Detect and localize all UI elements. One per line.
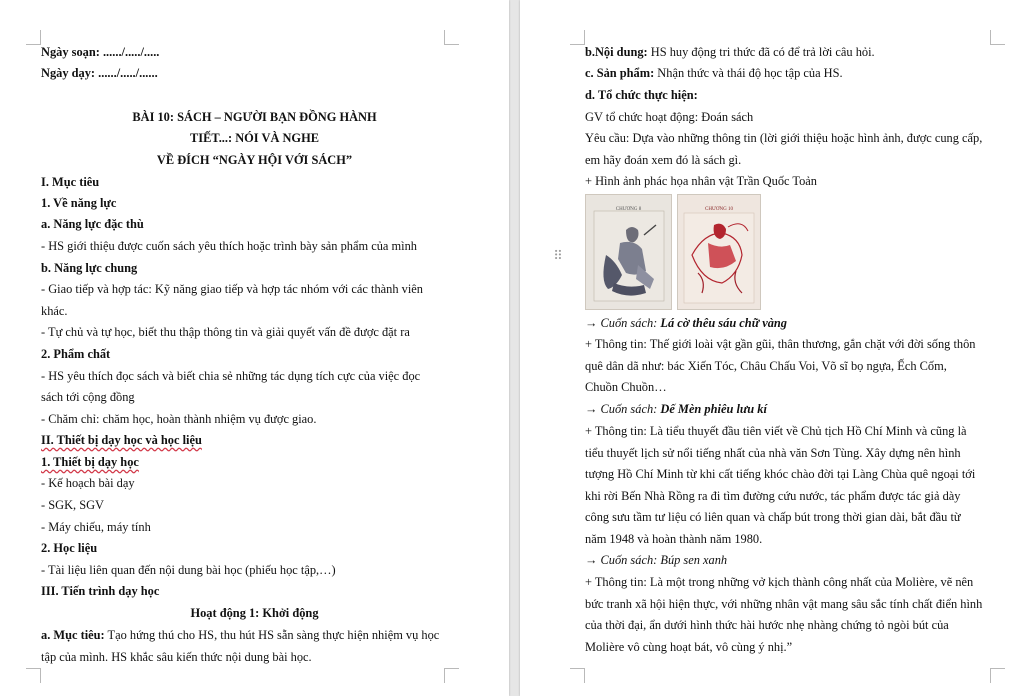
body-text: khi rời Bến Nhà Rồng ra đi tìm đường cứu nước, tác phẩm được tác giả dày xyxy=(585,489,961,503)
subsection-heading: a. Năng lực đặc thù xyxy=(41,217,144,231)
body-text: của thời đại, ẩn dưới hình thức hài hước nhẹ nhàng chứng tỏ ngòi bút của xyxy=(585,618,949,632)
date-taught: Ngày dạy: ....../...../...... xyxy=(41,66,158,80)
section-heading: I. Mục tiêu xyxy=(41,175,100,189)
book-prefix: → Cuốn sách: xyxy=(585,316,661,330)
image-caption: CHƯƠNG 8 xyxy=(615,207,642,212)
book-title: Lá cờ thêu sáu chữ vàng xyxy=(660,316,788,330)
book-guess-line xyxy=(585,316,787,331)
section-heading: II. Thiết bị dạy học và học liệu xyxy=(41,433,202,447)
content-text: HS huy động tri thức đã có để trả lời câu hỏi. xyxy=(647,45,875,59)
page-corner-mark xyxy=(26,668,41,683)
book-prefix: → Cuốn sách: xyxy=(585,553,661,567)
book-title: Búp sen xanh xyxy=(660,553,728,567)
body-text: bức tranh xã hội hiện thực, với những nhân vật mang sâu sắc tính chất điển hình xyxy=(585,597,983,611)
body-text: + Hình ảnh phác họa nhân vật Trần Quốc Toản xyxy=(585,174,817,188)
body-text: - Máy chiếu, máy tính xyxy=(41,520,151,534)
sketch-illustration-icon xyxy=(678,195,760,309)
subsection-heading: 2. Học liệu xyxy=(41,541,98,555)
body-text: công sưu tầm tư liệu có liên quan và chấp bút trong thời gian dài, bắt đầu từ xyxy=(585,510,961,524)
body-text: + Thông tin: Thế giới loài vật gần gũi, thân thương, gắn chặt với đời sống thôn xyxy=(585,337,976,351)
subsection-heading: 1. Về năng lực xyxy=(41,196,117,210)
body-text: - Chăm chỉ: chăm học, hoàn thành nhiệm vụ được giao. xyxy=(41,412,317,426)
body-text: sách tới cộng đồng xyxy=(41,390,135,404)
drag-handle-icon[interactable]: ⠿ xyxy=(553,248,563,263)
body-text: Yêu cầu: Dựa vào những thông tin (lời giới thiệu hoặc hình ảnh, được cung cấp, xyxy=(585,131,983,145)
body-text: quê dân dã như: bác Xiến Tóc, Châu Chấu Voi, Võ sĩ bọ ngựa, Ếch Cốm, xyxy=(585,359,947,373)
body-text: - Tài liệu liên quan đến nội dung bài học (phiếu học tập,…) xyxy=(41,563,336,577)
body-text: + Thông tin: Là tiểu thuyết đầu tiên viết về Chủ tịch Hồ Chí Minh và cũng là xyxy=(585,424,967,438)
body-text: em hãy đoán xem đó là sách gì. xyxy=(585,153,742,167)
date-prepared: Ngày soạn: ....../...../..... xyxy=(41,45,160,59)
sketch-illustration-icon xyxy=(586,195,671,309)
section-heading: III. Tiến trình dạy học xyxy=(41,584,160,598)
lesson-period: TIẾT...: NÓI VÀ NGHE xyxy=(190,131,319,145)
body-text: Molière vô cùng hoạt bát, vô cùng ý nhị.” xyxy=(585,640,793,654)
activity-heading: Hoạt động 1: Khởi động xyxy=(190,606,319,620)
body-text: tượng Hồ Chí Minh từ khi cất tiếng khóc chào đời tại Làng Chùa quê ngoại tới xyxy=(585,467,976,481)
body-text: - Tự chủ và tự học, biết thu thập thông tin và giải quyết vấn đề được đặt ra xyxy=(41,325,410,339)
book-guess-line xyxy=(585,553,727,568)
image-caption: CHƯƠNG 10 xyxy=(705,207,733,212)
subsection-heading: 2. Phẩm chất xyxy=(41,347,111,361)
subsection-heading: d. Tổ chức thực hiện: xyxy=(585,88,698,102)
page-corner-mark xyxy=(444,30,459,45)
page-corner-mark xyxy=(570,668,585,683)
sketch-image-tran-quoc-toan-1[interactable] xyxy=(585,194,672,310)
body-text: GV tổ chức hoạt động: Đoán sách xyxy=(585,110,754,124)
body-text: tập của mình. HS khắc sâu kiến thức nội dung bài học. xyxy=(41,650,312,664)
body-text: - HS yêu thích đọc sách và biết chia sẻ những tác dụng tích cực của việc đọc xyxy=(41,369,421,383)
body-text: khác. xyxy=(41,304,68,318)
book-prefix: → Cuốn sách: xyxy=(585,402,661,416)
body-text: + Thông tin: Là một trong những vở kịch thành công nhất của Molière, vẽ nên xyxy=(585,575,974,589)
lesson-title: BÀI 10: SÁCH – NGƯỜI BẠN ĐỒNG HÀNH xyxy=(132,110,377,124)
body-text: tiểu thuyết lịch sử nổi tiếng nhất của nhà văn Sơn Tùng. Xây dựng nên hình xyxy=(585,446,961,460)
lesson-subtitle: VỀ ĐÍCH “NGÀY HỘI VỚI SÁCH” xyxy=(156,153,353,167)
page-corner-mark xyxy=(26,30,41,45)
body-text: - HS giới thiệu được cuốn sách yêu thích hoặc trình bày sản phẩm của mình xyxy=(41,239,417,253)
body-text: năm 1948 và hoàn thành năm 1980. xyxy=(585,532,763,546)
subsection-heading: 1. Thiết bị dạy học xyxy=(41,455,139,469)
label-product: c. Sản phẩm: xyxy=(585,66,655,80)
body-text: - Kế hoạch bài dạy xyxy=(41,476,135,490)
sketch-image-tran-quoc-toan-2[interactable] xyxy=(677,194,761,310)
body-text: - Giao tiếp và hợp tác: Kỹ năng giao tiếp và hợp tác nhóm với các thành viên xyxy=(41,282,423,296)
body-text xyxy=(585,66,843,81)
document-page-right xyxy=(520,0,1025,696)
label-content: b.Nội dung: xyxy=(585,45,648,59)
product-text: Nhận thức và thái độ học tập của HS. xyxy=(654,66,843,80)
book-guess-line xyxy=(585,402,767,417)
label-objective: a. Mục tiêu: xyxy=(41,628,105,642)
page-corner-mark xyxy=(990,30,1005,45)
body-text xyxy=(585,45,875,60)
page-corner-mark xyxy=(990,668,1005,683)
page-corner-mark xyxy=(444,668,459,683)
subsection-heading: b. Năng lực chung xyxy=(41,261,138,275)
document-page-left xyxy=(0,0,509,696)
book-title: Dế Mèn phiêu lưu kí xyxy=(660,402,767,416)
objective-text: Tạo hứng thú cho HS, thu hút HS sẵn sàng thực hiện nhiệm vụ học xyxy=(104,628,440,642)
body-text: Chuồn Chuồn… xyxy=(585,380,667,394)
page-corner-mark xyxy=(570,30,585,45)
body-text: - SGK, SGV xyxy=(41,498,104,512)
body-text xyxy=(41,628,439,643)
